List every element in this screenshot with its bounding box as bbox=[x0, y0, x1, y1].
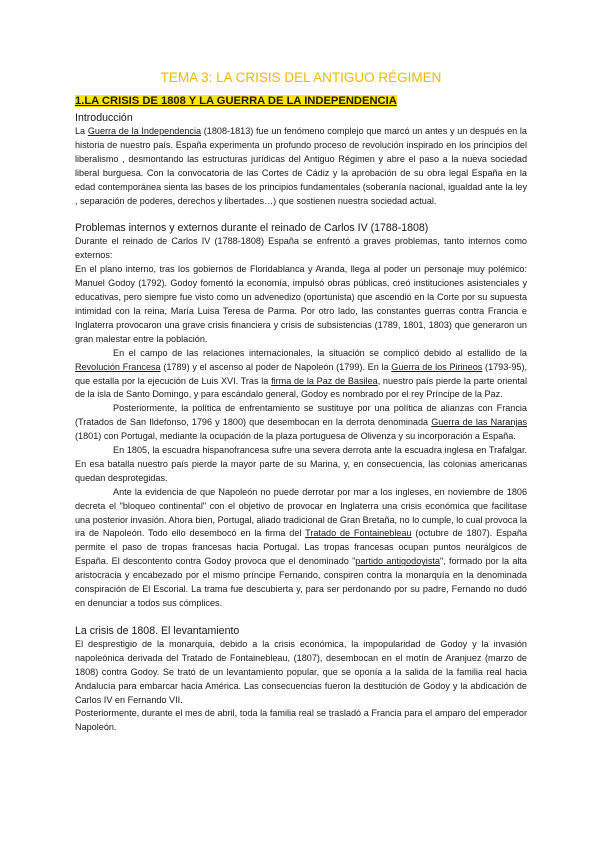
text-run: (1808-1813) fue un fenómeno complejo que marcó un antes y un después en la historia de nuestro país. España experimenta un profundo proceso de revolución inspirado en los principios del liberalismo , desmontando las estructuras jurídicas del Antiguo Régimen y abre el paso a la nueva sociedad liberal burguesa. Con la convocatoria de las Cortes de Cádiz y la aprobación de su obra legal España en la edad contemporánea sienta las bases de los principios fundamentales (soberanía nacional, igualdad ante la ley , separación de poderes, derechos y libertades…) que sostienen nuestra sociedad actual. bbox=[75, 126, 527, 206]
carlos-paragraph-4 bbox=[75, 402, 527, 444]
text-run: En el campo de las relaciones internacionales, la situación se complicó debido al estallido de la bbox=[113, 347, 527, 358]
link-guerra-pirineos[interactable]: Guerra de los Pirineos bbox=[391, 361, 483, 372]
link-tratado-fontainebleau[interactable]: Tratado de Fontainebleau bbox=[305, 528, 412, 539]
text-run: Posteriormente, la política de enfrentamiento se sustituye por una política de alianzas con Francia (Tratados de San Ildefonso, 1796 y 1800) que desembocan en la derrota denominada bbox=[75, 403, 527, 428]
crisis-paragraph-1: El desprestigio de la monarquía, debido a la crisis económica, la impopularidad de Godoy y la invasión napoleónica derivada del Tratado de Fontainebleau, (1807), desembocan en el motín de Aranjuez (marzo de 1808) contra Godoy. Se trató de un levantamiento popular, que se oponía a la salida de la familia real hacia Andalucía para embarcar hacia América. Las consecuencias fueron la destitución de Godoy y la abdicación de Carlos IV en Fernando VII. bbox=[75, 638, 527, 705]
link-revolucion-francesa[interactable]: Revolución Francesa bbox=[75, 361, 161, 372]
carlos-paragraph-6 bbox=[75, 486, 527, 611]
carlos-paragraph-1: Durante el reinado de Carlos IV (1788-1808) España se enfrentó a graves problemas, tanto internos como externos: bbox=[75, 236, 527, 261]
text-run: (1789) y el ascenso al poder de Napoleón (1799). En la bbox=[160, 361, 392, 372]
link-partido-antigodoyista[interactable]: partido antigodoyista bbox=[355, 556, 440, 567]
text-run: Ante la evidencia de que Napoleón no puede derrotar por mar a los ingleses, en noviembre de 1806 decreta el "bloqueo continental" con el objetivo de provocar en Inglaterra una crisis económica que facilitase una posterior invasión. Ahora bien, Portugal, aliado tradicional de Gran Bretaña, no lo cumple, lo cual provoca la ira de Napoleón. Todo ello desembocó en la firma del bbox=[75, 486, 527, 539]
text-run: (1793-95), que estalla por la ejecución de Luis XVI. Tras la bbox=[75, 361, 527, 386]
link-paz-basilea[interactable]: firma de la Paz de Basilea bbox=[271, 375, 378, 386]
link-guerra-naranjas[interactable]: Guerra de las Naranjas bbox=[431, 417, 527, 428]
crisis-heading: La crisis de 1808. El levantamiento bbox=[75, 624, 240, 637]
carlos-heading: Problemas internos y externos durante el reinado de Carlos IV (1788-1808) bbox=[75, 222, 429, 235]
text-run: La bbox=[75, 126, 88, 136]
section-heading-wrap bbox=[75, 91, 527, 109]
document-page bbox=[75, 70, 527, 735]
text-run: ", formado por la alta aristocracia y encabezado por el mismo príncipe Fernando, conspiren contra la monarquía en la denominada conspiración de El Escorial. La trama fue descubierta y, para ser perdonando por su padre, Fernando no dudó en denunciar a todos sus cómplices. bbox=[75, 556, 527, 608]
text-run: (octubre de 1807). España permite el paso de tropas francesas hacia Portugal. Las tropas francesas ocupan puntos neurálgicos de España. El descontento contra Godoy provoca que el denominado " bbox=[75, 528, 528, 567]
text-run: , nuestro país pierde la parte oriental de la isla de Santo Domingo, y para escándalo general, Godoy es nombrado por el rey Príncipe de la Paz. bbox=[75, 375, 527, 400]
carlos-paragraph-3 bbox=[75, 347, 527, 403]
document-title: TEMA 3: LA CRISIS DEL ANTIGUO RÉGIMEN bbox=[160, 70, 442, 85]
carlos-paragraph-5: En 1805, la escuadra hispanofrancesa sufre una severa derrota ante la escuadra inglesa en Trafalgar. En esa batalla nuestro país pierde la mayor parte de su Marina, y, en consecuencia, las colonias americanas quedan desprotegidas. bbox=[75, 445, 527, 483]
link-guerra-independencia[interactable]: Guerra de la Independencia bbox=[87, 126, 202, 136]
intro-heading: Introducción bbox=[75, 112, 133, 124]
crisis-paragraph-2: Posteriormente, durante el mes de abril, toda la familia real se trasladó a Francia para el amparo del emperador Napoleón. bbox=[75, 708, 527, 733]
text-run: (1801) con Portugal, mediante la ocupación de la plaza portuguesa de Olivenza y su incorporación a España. bbox=[75, 431, 516, 442]
section-heading: 1.LA CRISIS DE 1808 Y LA GUERRA DE LA INDEPENDENCIA bbox=[75, 95, 397, 107]
intro-paragraph bbox=[75, 125, 527, 208]
carlos-paragraph-2: En el plano interno, tras los gobiernos de Floridablanca y Aranda, llega al poder un personaje muy polémico: Manuel Godoy (1792). Godoy fomentó la economía, impulsó obras públicas, creó instituciones asistenciales y educativas, pero siempre fue visto como un advenedizo (oportunista) que ascendió en la Corte por su supuesta intimidad con la reina, María Luisa Teresa de Parma. Por otro lado, las constantes guerras contra Francia e Inglaterra provocaron una grave crisis financiera y crisis de subsistencias (1789, 1801, 1803) que generaron un gran malestar entre la población. bbox=[75, 264, 527, 344]
